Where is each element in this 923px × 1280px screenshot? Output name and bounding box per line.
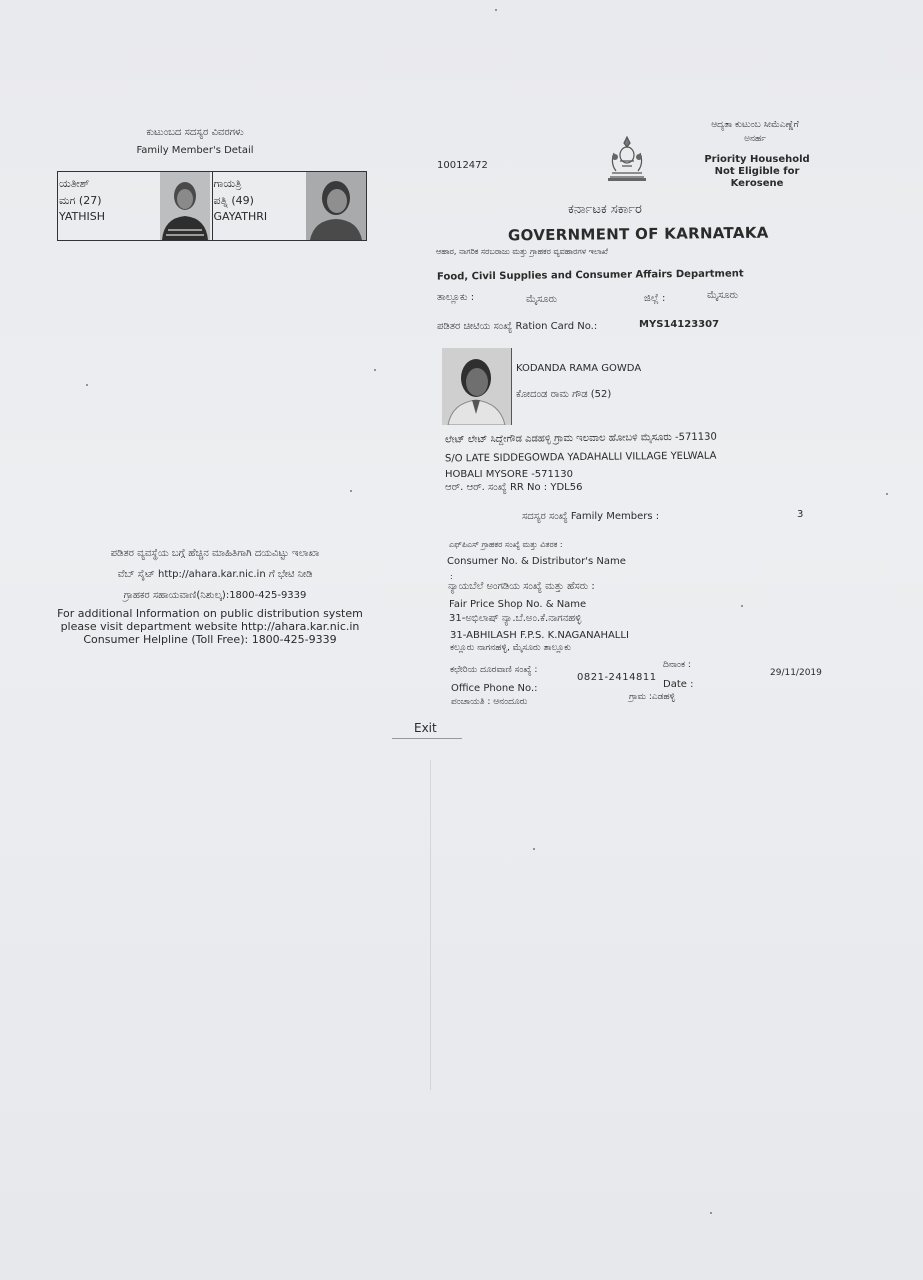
priority-kn-line1: ಆದ್ಯತಾ ಕುಟುಂಬ ಸೀಮೆಎಣ್ಣೆಗೆ: [711, 120, 799, 130]
date-label-kn: ದಿನಾಂಕ :: [663, 660, 691, 670]
member-name-en: YATHISH: [59, 210, 106, 223]
panchayat: ಪಂಚಾಯತಿ : ಆನಂದೂರು: [451, 697, 528, 707]
card-id: 10012472: [437, 160, 488, 171]
member-relation: ಮಗ (27): [59, 193, 102, 207]
info-line-kn: ಗ್ರಾಹಕರ ಸಹಾಯವಾಣಿ(ನಿಶುಲ್ಕ):1800-425-9339: [123, 590, 307, 601]
date-label-en: Date :: [663, 679, 694, 690]
scan-speck: [533, 848, 535, 850]
address-en-line1: S/O LATE SIDDEGOWDA YADAHALLI VILLAGE YELWALA: [444, 450, 717, 465]
info-block-kn: [55, 543, 375, 606]
district-label: ಜಿಲ್ಲೆ :: [644, 293, 666, 304]
family-member-card: [212, 172, 367, 240]
consumer-label-en: Consumer No. & Distributor's Name: [447, 556, 626, 567]
exit-button[interactable]: Exit: [392, 717, 462, 739]
district-value: ಮೈಸೂರು: [707, 290, 739, 301]
family-member-table: [57, 171, 367, 241]
ration-card-number: MYS14123307: [639, 319, 720, 330]
scan-speck: [741, 605, 743, 607]
consumer-value: :: [450, 572, 453, 581]
family-detail-heading-en: Family Member's Detail: [136, 145, 254, 156]
member-photo-image: [160, 172, 210, 240]
state-title-kn: ಕರ್ನಾಟಕ ಸರ್ಕಾರ: [568, 202, 642, 217]
priority-kn: [700, 118, 810, 146]
phone-label-en: Office Phone No.:: [451, 683, 538, 694]
info-line-en: Consumer Helpline (Toll Free): 1800-425-9339: [83, 633, 337, 646]
scan-speck: [86, 384, 88, 386]
family-detail-heading: [115, 124, 275, 160]
member-relation: ಪತ್ನಿ (49): [213, 193, 254, 207]
member-photo: [160, 172, 210, 240]
info-line-en: please visit department website http://ahara.kar.nic.in: [60, 620, 360, 633]
date-value: 29/11/2019: [770, 668, 822, 678]
member-photo-image: [306, 172, 366, 240]
head-name-en: KODANDA RAMA GOWDA: [516, 363, 642, 374]
scan-speck: [350, 490, 352, 492]
scan-speck: [710, 1212, 712, 1214]
fps-label-en: Fair Price Shop No. & Name: [449, 599, 587, 610]
head-photo-image: [442, 348, 511, 425]
department-kn: ಆಹಾರ, ನಾಗರಿಕ ಸರಬರಾಜು ಮತ್ತು ಗ್ರಾಹಕರ ವ್ಯವಹಾರಗಳ ಇಲಾಖೆ: [436, 247, 608, 256]
taluk-label: ತಾಲ್ಲೂಕು :: [437, 292, 475, 303]
government-title: GOVERNMENT OF KARNATAKA: [507, 223, 769, 245]
phone-label-kn: ಕಛೇರಿಯ ದೂರವಾಣಿ ಸಂಖ್ಯೆ :: [450, 665, 538, 675]
family-members-count: 3: [797, 509, 804, 520]
family-member-text: [59, 176, 105, 226]
member-name-kn: ಯತೀಶ್: [59, 177, 90, 190]
karnataka-emblem-icon: [600, 133, 654, 183]
fps-value-kn: 31-ಅಭಿಲಾಷ್ ನ್ಯಾ.ಬೆ.ಅಂ.ಕೆ.ನಾಗನಹಳ್ಳಿ: [449, 613, 582, 624]
info-block-en: [50, 607, 370, 646]
phone-value: 0821-2414811: [577, 672, 657, 683]
info-line-kn: ವೆಬ್ ಸೈಟ್ http://ahara.kar.nic.in ಗೆ ಭೇಟಿ ನೀಡಿ: [117, 569, 313, 580]
priority-kn-line2: ಅನರ್ಹ: [744, 134, 766, 144]
paper-fold-line: [430, 760, 431, 1090]
member-name-en: GAYATHRI: [213, 210, 268, 223]
ration-card-label: ಪಡಿತರ ಚೀಟಿಯ ಸಂಖ್ಯೆ Ration Card No.:: [437, 321, 598, 332]
member-name-kn: ಗಾಯತ್ರಿ: [213, 177, 242, 190]
member-photo: [306, 172, 366, 240]
head-name-kn: ಕೋದಂಡ ರಾಮ ಗೌಡ (52): [516, 389, 612, 400]
village: ಗ್ರಾಮ :ಎಡಹಳ್ಳಿ: [629, 692, 676, 702]
consumer-label-kn: ಎಫ್‌ಪಿಎಸ್ ಗ್ರಾಹಕರ ಸಂಖ್ಯೆ ಮತ್ತು ವಿತರಕ :: [449, 540, 563, 549]
family-detail-heading-kn: ಕುಟುಂಬದ ಸದಸ್ಯರ ವಿವರಗಳು: [146, 127, 244, 138]
info-line-kn: ಪಡಿತರ ವ್ಯವಸ್ಥೆಯ ಬಗ್ಗೆ ಹೆಚ್ಚಿನ ಮಾಹಿತಿಗಾಗಿ ದಯವಿಟ್ಟು ಇಲಾಖಾ: [110, 548, 320, 559]
department-en: Food, Civil Supplies and Consumer Affairs Department: [436, 268, 744, 283]
info-line-en: For additional Information on public distribution system: [57, 607, 363, 620]
priority-status-en: Priority Household Not Eligible for Kerosene: [704, 154, 810, 189]
scan-speck: [495, 9, 497, 11]
scan-speck: [374, 369, 376, 371]
scan-speck: [886, 493, 888, 495]
rr-number: ಆರ್. ಆರ್. ಸಂಖ್ಯೆ RR No : YDL56: [445, 482, 583, 493]
taluk-value: ಮೈಸೂರು: [526, 294, 558, 305]
address-kn: ಲೇಟ್ ಲೇಟ್ ಸಿದ್ದೇಗೌಡ ಎಡಹಳ್ಳಿ ಗ್ರಾಮ ಇಲವಾಲ ಹೋಬಳಿ ಮೈಸೂರು -571130: [444, 431, 717, 446]
head-of-family-photo: [442, 348, 512, 425]
fps-value-en: 31-ABHILASH F.P.S. K.NAGANAHALLI: [450, 630, 629, 641]
fps-label-kn: ನ್ಯಾಯಬೆಲೆ ಅಂಗಡಿಯ ಸಂಖ್ಯೆ ಮತ್ತು ಹೆಸರು :: [448, 581, 595, 592]
family-members-label: ಸದಸ್ಯರ ಸಂಖ್ಯೆ Family Members :: [522, 511, 660, 522]
family-member-card: [58, 172, 212, 240]
fps-place: ಕಲ್ಲೂರು ನಾಗನಹಳ್ಳಿ, ಮೈಸೂರು ತಾಲ್ಲೂಕು: [450, 643, 572, 653]
family-member-text: [214, 176, 268, 226]
address-en-line2: HOBALI MYSORE -571130: [445, 469, 573, 480]
